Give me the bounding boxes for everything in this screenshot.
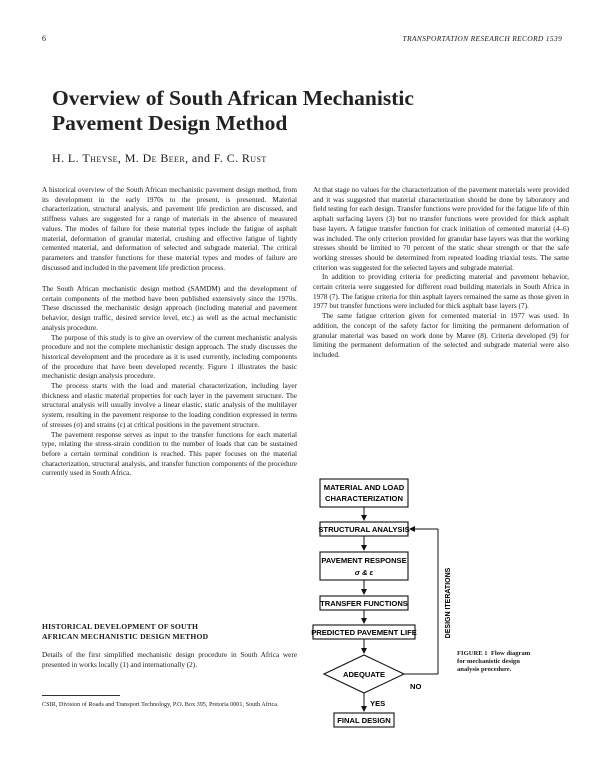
abstract-text: A historical overview of the South African mechanistic pavement design method, from its development in the early 1970s to the present, is presented. Material characterization, structural analysis, and pavement life prediction are discussed, and stiffness values are suggested for a range of materials in the absence of measured values. The modes of failure for these material types include the fatigue of asphalt material, deformation of granular material, crushing and effective fatigue of lightly cemented material, and deformation of selected and subgrade material. The critical parameters and transfer functions for these material types and modes of failure are discussed and included in the pavement life prediction process. xyxy=(42,186,297,272)
body-paragraph: At that stage no values for the characterization of the pavement materials were provided and it was suggested that material characterization should be done by laboratory and field testing for each design. Transfer functions were provided for the fatigue life of thin asphalt surfacing layers (3) but no transfer functions were provided for thick asphalt base layers. A fatigue transfer function for crack initiation of cemented material (4–6) was included. The only criterion provided for granular base layers was that the working stresses should be limited to 70 percent of the static shear strength or that the safe working stresses should be determined from repeated loading triaxial tests. The same criterion was suggested for the selected layers and subgrade material. xyxy=(313,186,569,272)
author-1-initials: H. L. xyxy=(52,151,83,165)
author-2-prefix: , M. xyxy=(117,151,143,165)
body-paragraph: The pavement response serves as input to the transfer functions for each material type, relating the stress-strain condition to the number of loads that can be sustained before a certain terminal condition is reached. This paper focuses on the material characterization, structural analysis, and transfer function components of the procedure currently used in South Africa. xyxy=(42,430,297,478)
footnote-text: CSIR, Division of Roads and Transport Technology, P.O. Box 395, Pretoria 0001, South Africa. xyxy=(42,701,279,708)
figure-caption-text: Flow diagram for mechanistic design analysis procedure. xyxy=(457,650,531,674)
history-paragraph xyxy=(42,651,297,670)
author-list xyxy=(52,151,267,166)
body-paragraph: In addition to providing criteria for predicting material and pavement behavior, certain criteria were suggested for different road building materials in South Africa in 1978 (7). The fatigue criteria for thin asphalt layers remained the same as those given in 1977 but transfer functions were included for thick asphalt base layers (7). xyxy=(313,273,569,311)
flow-diagram xyxy=(300,475,460,775)
body-paragraph: The same fatigue criterion given for cemented material in 1977 was used. In addition, the concept of the safety factor for limiting the permanent deformation of granular material was based on work done by Maree (8). Criteria developed (9) for limiting the permanent deformation of the selected and subgrade material were also included. xyxy=(313,312,569,359)
yes-label: YES xyxy=(370,699,386,708)
decision-label: ADEQUATE xyxy=(342,670,386,679)
running-title: TRANSPORTATION RESEARCH RECORD 1539 xyxy=(402,34,562,43)
body-paragraph: The purpose of this study is to give an overview of the current mechanistic analysis procedure and not the complete mechanistic design approach. The study discusses the historical development and the procedure as it is used currently, including components of the procedure that have been developed recently. Figure 1 illustrates the basic mechanistic design analysis procedure. xyxy=(42,333,297,381)
box-pavement-response-line-2: σ & ε xyxy=(354,568,374,577)
abstract xyxy=(42,186,297,273)
box-structural-analysis-label: STRUCTURAL ANALYSIS xyxy=(318,525,410,534)
right-column-body xyxy=(313,186,569,361)
section-heading-line-1: HISTORICAL DEVELOPMENT OF SOUTH xyxy=(42,622,199,631)
left-column-body xyxy=(42,285,297,479)
box-transfer-functions-label: TRANSFER FUNCTIONS xyxy=(320,599,408,608)
figure-caption xyxy=(457,650,537,674)
no-label: NO xyxy=(410,682,422,691)
box-material-load-line-2: CHARACTERIZATION xyxy=(325,494,403,503)
body-paragraph: The process starts with the load and material characterization, including layer thickness and elastic material properties for each layer in the pavement structure. The structural analysis will usually involve a linear elastic, static analysis of the multilayer system, resulting in the pavement response to the loading condition expressed in terms of stresses (σ) and strains (ε) at critical positions in the pavement structure. xyxy=(42,382,297,429)
author-1-surname: Theyse xyxy=(82,151,118,165)
section-heading-line-2: AFRICAN MECHANISTIC DESIGN METHOD xyxy=(42,631,209,641)
figure-number: FIGURE 1 xyxy=(457,650,488,657)
footnote-rule xyxy=(42,695,120,696)
box-pavement-response-line-1: PAVEMENT RESPONSE xyxy=(321,556,407,565)
box-predicted-life-label: PREDICTED PAVEMENT LIFE xyxy=(311,628,417,637)
author-3-prefix: , and F. C. xyxy=(185,151,242,165)
iterations-label: DESIGN ITERATIONS xyxy=(445,567,452,639)
page-number: 6 xyxy=(42,34,46,43)
paper-title xyxy=(52,86,532,136)
title-line-2: Pavement Design Method xyxy=(52,111,288,135)
author-2-surname: De Beer xyxy=(142,151,186,165)
history-text: Details of the first simplified mechanistic design procedure in South Africa were presented in works locally (1) and internationally (2). xyxy=(42,651,297,669)
footnote xyxy=(42,701,297,709)
author-3-surname: Rust xyxy=(241,151,267,165)
box-final-design-label: FINAL DESIGN xyxy=(337,716,391,725)
box-material-load-line-1: MATERIAL AND LOAD xyxy=(323,483,405,492)
title-line-1: Overview of South African Mechanistic xyxy=(52,86,414,110)
body-paragraph: The South African mechanistic design method (SAMDM) and the development of certain components of the method have been published extensively since the 1970s. These discussed the mechanistic design approach (including material and pavement behavior, design traffic, desired service level, etc.) as well as the actual mechanistic analysis procedure. xyxy=(42,285,297,332)
section-heading xyxy=(42,622,297,641)
